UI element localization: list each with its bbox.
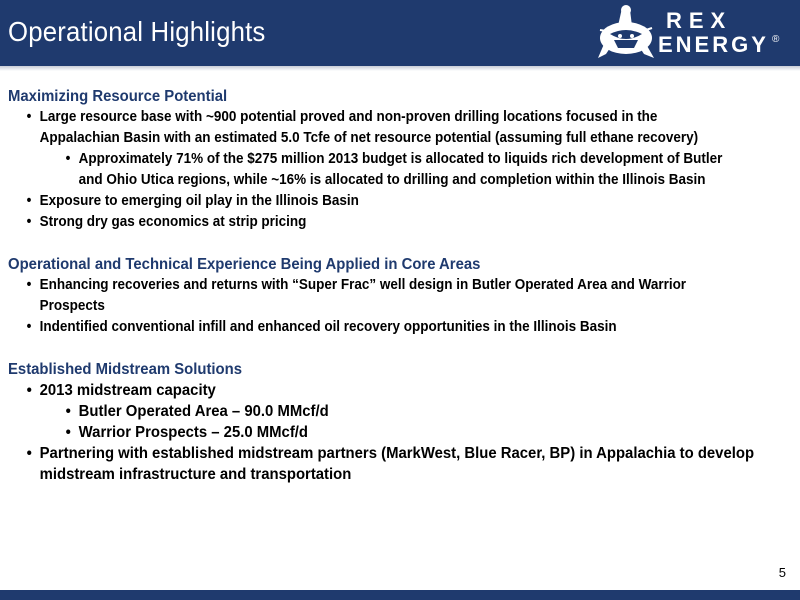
bullet-text: Large resource base with ~900 potential proved and non-proven drilling locations focused in the: [39, 109, 658, 125]
bullet-text: Warrior Prospects – 25.0 MMcf/d: [78, 424, 309, 441]
bullet-item: [8, 191, 738, 212]
section-title: Maximizing Resource Potential: [8, 88, 228, 105]
section-title: Operational and Technical Experience Being Applied in Core Areas: [8, 256, 481, 273]
bullet-marker: •: [26, 109, 32, 125]
sub-bullet-item: [8, 401, 738, 422]
bullet-item: [8, 275, 738, 296]
bullet-item: [8, 212, 738, 233]
spacer: [8, 233, 738, 254]
bullet-text: Enhancing recoveries and returns with “Super Frac” well design in Butler Operated Area and Warrior: [39, 277, 687, 293]
bullet-item-continuation: [8, 128, 738, 149]
bullet-marker: •: [26, 382, 32, 399]
slide-body: [8, 86, 793, 485]
header-divider: [0, 66, 800, 71]
bullet-text: Strong dry gas economics at strip pricing: [39, 214, 307, 230]
header-bar: [0, 0, 800, 66]
page-number: 5: [778, 565, 786, 580]
rex-energy-logo: [596, 4, 792, 62]
section-title: Established Midstream Solutions: [8, 361, 242, 378]
bullet-marker: •: [26, 277, 32, 293]
page-title: Operational Highlights: [8, 16, 266, 47]
bullet-marker: •: [26, 319, 32, 335]
bullet-marker: •: [26, 193, 32, 209]
bullet-text: midstream infrastructure and transportation: [39, 466, 352, 483]
bullet-text: Approximately 71% of the $275 million 2013 budget is allocated to liquids rich development of Butler: [78, 151, 723, 167]
bullet-item-continuation: [8, 296, 738, 317]
sub-bullet-item-continuation: [8, 170, 738, 191]
bullet-marker: •: [65, 151, 71, 167]
bullet-item: [8, 443, 755, 464]
bullet-item: [8, 107, 738, 128]
bullet-item-continuation: [8, 464, 738, 485]
bullet-text: Partnering with established midstream partners (MarkWest, Blue Racer, BP) in Appalachia to develop: [39, 445, 755, 462]
bullet-marker: •: [26, 445, 32, 462]
bullet-marker: •: [65, 403, 71, 420]
bullet-item: [8, 317, 738, 338]
registered-mark: ®: [772, 34, 780, 45]
bullet-text: Butler Operated Area – 90.0 MMcf/d: [78, 403, 329, 420]
logo-text-energy: ENERGY: [658, 32, 769, 57]
bullet-text: Appalachian Basin with an estimated 5.0 Tcfe of net resource potential (assuming full ethane recovery): [39, 130, 699, 146]
bullet-text: Exposure to emerging oil play in the Illinois Basin: [39, 193, 359, 209]
sub-bullet-item: [8, 422, 738, 443]
logo-text-rex: REX: [666, 8, 733, 33]
bullet-text: 2013 midstream capacity: [39, 382, 216, 399]
sub-bullet-item: [8, 149, 738, 170]
spacer: [8, 338, 738, 359]
bullet-item: [8, 380, 738, 401]
footer-bar: [0, 590, 800, 600]
bullet-text: Prospects: [39, 298, 105, 314]
bullet-text: and Ohio Utica regions, while ~16% is allocated to drilling and completion within the Illinois Basin: [78, 172, 706, 188]
bullet-marker: •: [65, 424, 71, 441]
bullet-text: Indentified conventional infill and enhanced oil recovery opportunities in the Illinois Basin: [39, 319, 617, 335]
bullet-marker: •: [26, 214, 32, 230]
bull-rider-logo-icon: [596, 4, 656, 62]
